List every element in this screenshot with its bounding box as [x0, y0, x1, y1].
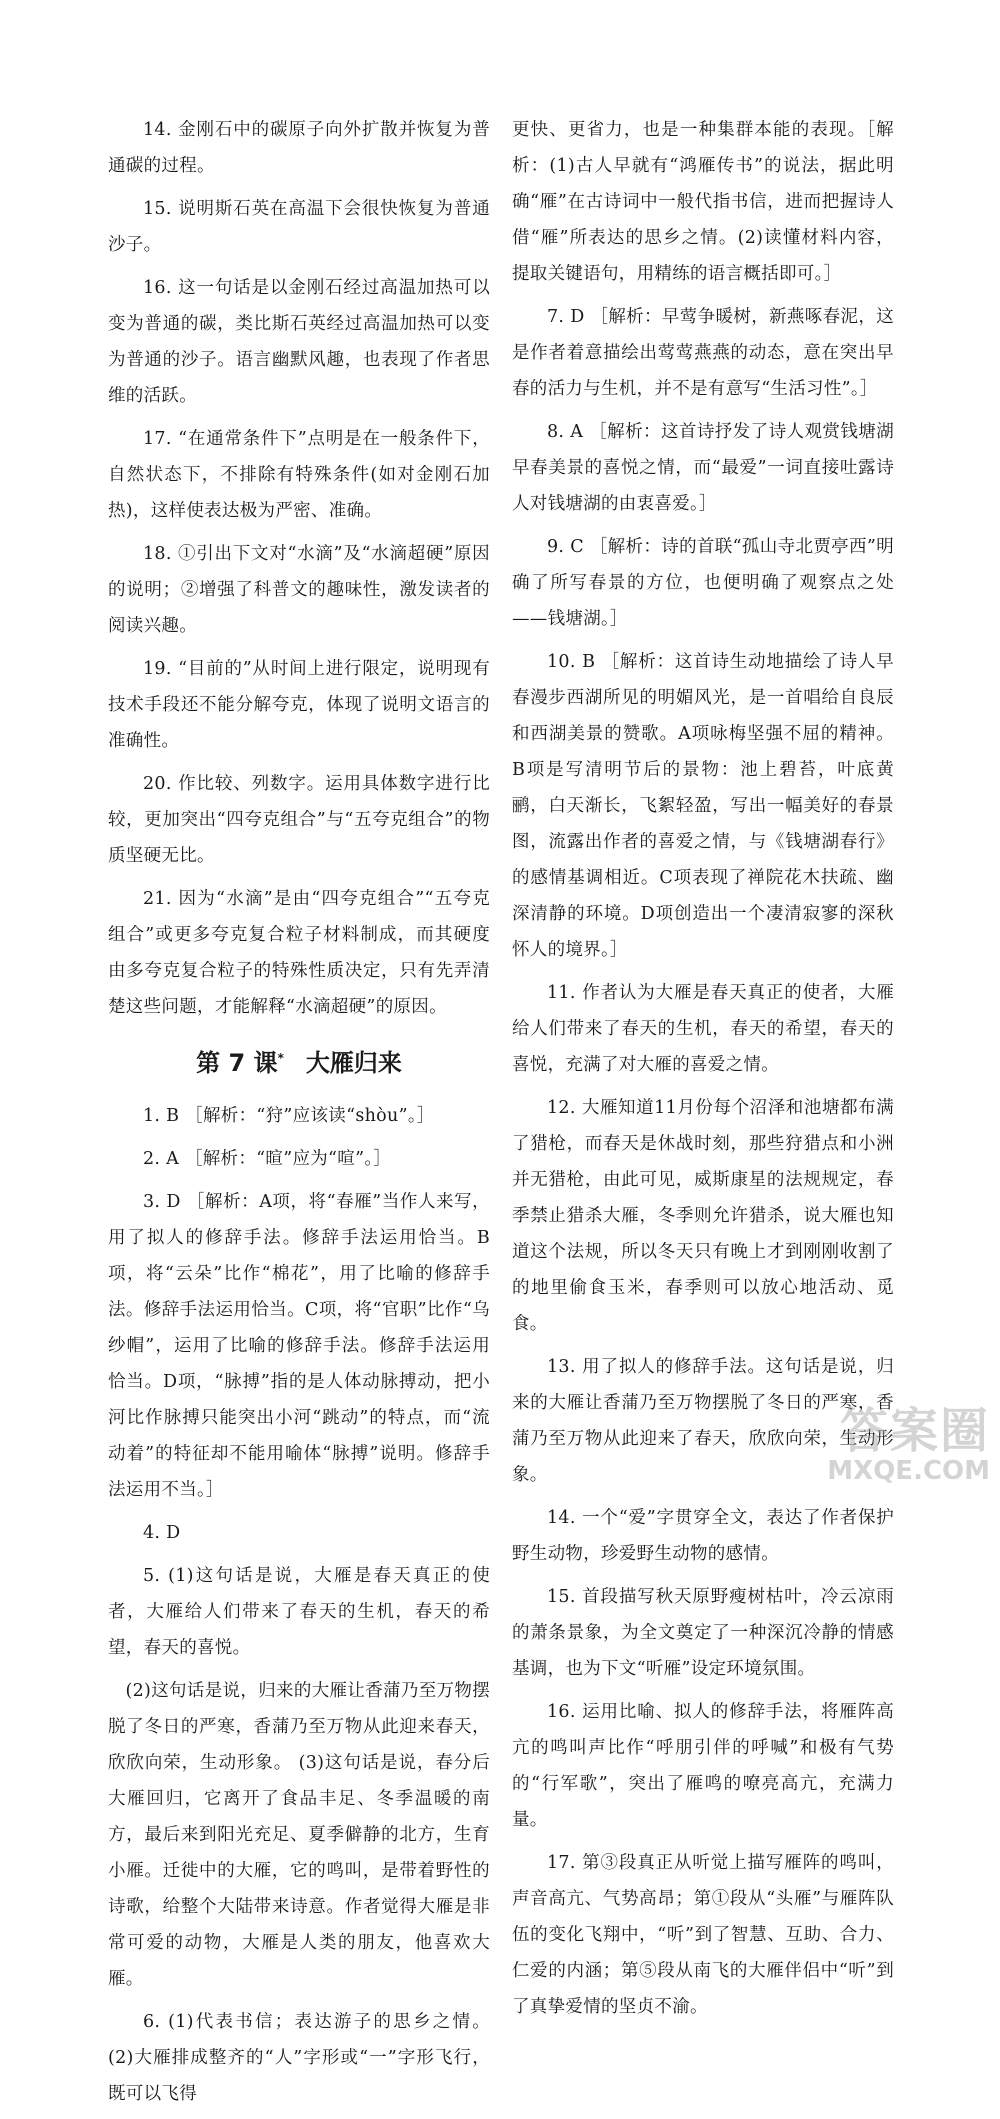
answer-item: 16. 运用比喻、拟人的修辞手法，将雁阵高亢的鸣叫声比作“呼朋引伴的呼喊”和极有气势的“行军歌”，突出了雁鸣的嘹亮高亢，充满力量。 [512, 1702, 894, 1830]
answer-item: 6. (1)代表书信；表达游子的思乡之情。 (2)大雁排成整齐的“人”字形或“一”字形飞行，既可以飞得 [108, 2012, 490, 2104]
answer-item-continuation: 更快、更省力，也是一种集群本能的表现。［解析：(1)古人早就有“鸿雁传书”的说法，据此明确“雁”在古诗词中一般代指书信，进而把握诗人借“雁”所表达的思乡之情。(2)读懂材料内容，提取关键语句，用精练的语言概括即可。］ [512, 120, 894, 284]
lesson-title [108, 1037, 490, 1084]
answer-item: 14. 一个“爱”字贯穿全文，表达了作者保护野生动物，珍爱野生动物的感情。 [512, 1508, 894, 1564]
lesson-name: 大雁归来 [305, 1049, 402, 1077]
answer-item: 2. A ［解析：“暄”应为“喧”。］ [143, 1149, 392, 1169]
lesson-mark: * [277, 1051, 284, 1065]
watermark-url: MXQE.COM [827, 1456, 990, 1486]
answer-item: 10. B ［解析：这首诗生动地描绘了诗人早春漫步西湖所见的明媚风光，是一首唱给自良辰和西湖美景的赞歌。A项咏梅坚强不屈的精神。B项是写清明节后的景物：池上碧苔，叶底黄鹂，白天渐长，飞絮轻盈，写出一幅美好的春景图，流露出作者的喜爱之情，与《钱塘湖春行》的感情基调相近。C项表现了禅院花木扶疏、幽深清静的环境。D项创造出一个凄清寂寥的深秋怀人的境界。］ [512, 652, 894, 960]
answer-item: 14. 金刚石中的碳原子向外扩散并恢复为普通碳的过程。 [108, 120, 490, 176]
answer-item: 8. A ［解析：这首诗抒发了诗人观赏钱塘湖早春美景的喜悦之情，而“最爱”一词直接吐露诗人对钱塘湖的由衷喜爱。］ [512, 422, 894, 514]
answer-item: 19. “目前的”从时间上进行限定，说明现有技术手段还不能分解夸克，体现了说明文语言的准确性。 [108, 659, 490, 751]
lesson-number: 第 7 课 [196, 1049, 278, 1077]
answer-item: 13. 用了拟人的修辞手法。这句话是说，归来的大雁让香蒲乃至万物摆脱了冬日的严寒，香蒲乃至万物从此迎来了春天，欣欣向荣，生动形象。 [512, 1357, 894, 1485]
answer-item: 16. 这一句话是以金刚石经过高温加热可以变为普通的碳，类比斯石英经过高温加热可以变为普通的沙子。语言幽默风趣，也表现了作者思维的活跃。 [108, 278, 490, 406]
answer-item: 3. D ［解析：A项，将“春雁”当作人来写，用了拟人的修辞手法。修辞手法运用恰当。B项，将“云朵”比作“棉花”，用了比喻的修辞手法。修辞手法运用恰当。C项，将“官职”比作“乌纱帽”，运用了比喻的修辞手法。修辞手法运用恰当。D项，“脉搏”指的是人体动脉搏动，把小河比作脉搏只能突出小河“跳动”的特点，而“流动着”的特征却不能用喻体“脉搏”说明。修辞手法运用不当。］ [108, 1192, 490, 1500]
left-column [108, 112, 490, 2119]
answer-item: 11. 作者认为大雁是春天真正的使者，大雁给人们带来了春天的生机，春天的希望，春天的喜悦，充满了对大雁的喜爱之情。 [512, 983, 894, 1075]
answer-item: 5. (1)这句话是说，大雁是春天真正的使者，大雁给人们带来了春天的生机，春天的希望，春天的喜悦。 [108, 1566, 490, 1658]
answer-item: 15. 首段描写秋天原野瘦树枯叶，冷云凉雨的萧条景象，为全文奠定了一种深沉冷静的情感基调，也为下文“听雁”设定环境氛围。 [512, 1587, 894, 1679]
right-column [512, 112, 894, 2032]
answer-item: 21. 因为“水滴”是由“四夸克组合”“五夸克组合”或更多夸克复合粒子材料制成，而其硬度由多夸克复合粒子的特殊性质决定，只有先弄清楚这些问题，才能解释“水滴超硬”的原因。 [108, 889, 490, 1017]
answer-item-continuation: (2)这句话是说，归来的大雁让香蒲乃至万物摆脱了冬日的严寒，香蒲乃至万物从此迎来春天，欣欣向荣，生动形象。 (3)这句话是说，春分后大雁回归，它离开了食品丰足、冬季温暖的南方，最后来到阳光充足、夏季僻静的北方，生育小雁。迁徙中的大雁，它的鸣叫，是带着野性的诗歌，给整个大陆带来诗意。作者觉得大雁是非常可爱的动物，大雁是人类的朋友，他喜欢大雁。 [108, 1681, 490, 1989]
answer-item: 4. D [143, 1523, 181, 1543]
answer-item: 1. B ［解析：“狩”应该读“shòu”。］ [143, 1106, 435, 1126]
answer-item: 15. 说明斯石英在高温下会很快恢复为普通沙子。 [108, 199, 490, 255]
answer-item: 9. C ［解析：诗的首联“孤山寺北贾亭西”明确了所写春景的方位，也便明确了观察点之处——钱塘湖。］ [512, 537, 894, 629]
watermark-text: 答案圈 [839, 1403, 990, 1459]
answer-item: 17. “在通常条件下”点明是在一般条件下，自然状态下，不排除有特殊条件(如对金刚石加热)，这样使表达极为严密、准确。 [108, 429, 490, 521]
answer-item: 18. ①引出下文对“水滴”及“水滴超硬”原因的说明；②增强了科普文的趣味性，激发读者的阅读兴趣。 [108, 544, 490, 636]
answer-item: 17. 第③段真正从听觉上描写雁阵的鸣叫，声音高亢、气势高昂；第①段从“头雁”与雁阵队伍的变化飞翔中，“听”到了智慧、互助、合力、仁爱的内涵；第⑤段从南飞的大雁伴侣中“听”到了真挚爱情的坚贞不渝。 [512, 1853, 894, 2017]
answer-item: 12. 大雁知道11月份每个沼泽和池塘都布满了猎枪，而春天是休战时刻，那些狩猎点和小洲并无猎枪，由此可见，威斯康星的法规规定，春季禁止猎杀大雁，冬季则允许猎杀，说大雁也知道这个法规，所以冬天只有晚上才到刚刚收割了的地里偷食玉米，春季则可以放心地活动、觅食。 [512, 1098, 894, 1334]
answer-item: 20. 作比较、列数字。运用具体数字进行比较，更加突出“四夸克组合”与“五夸克组合”的物质坚硬无比。 [108, 774, 490, 866]
answer-item: 7. D ［解析：早莺争暖树，新燕啄春泥，这是作者着意描绘出莺莺燕燕的动态，意在突出早春的活力与生机，并不是有意写“生活习性”。］ [512, 307, 894, 399]
watermark [827, 1403, 990, 1486]
